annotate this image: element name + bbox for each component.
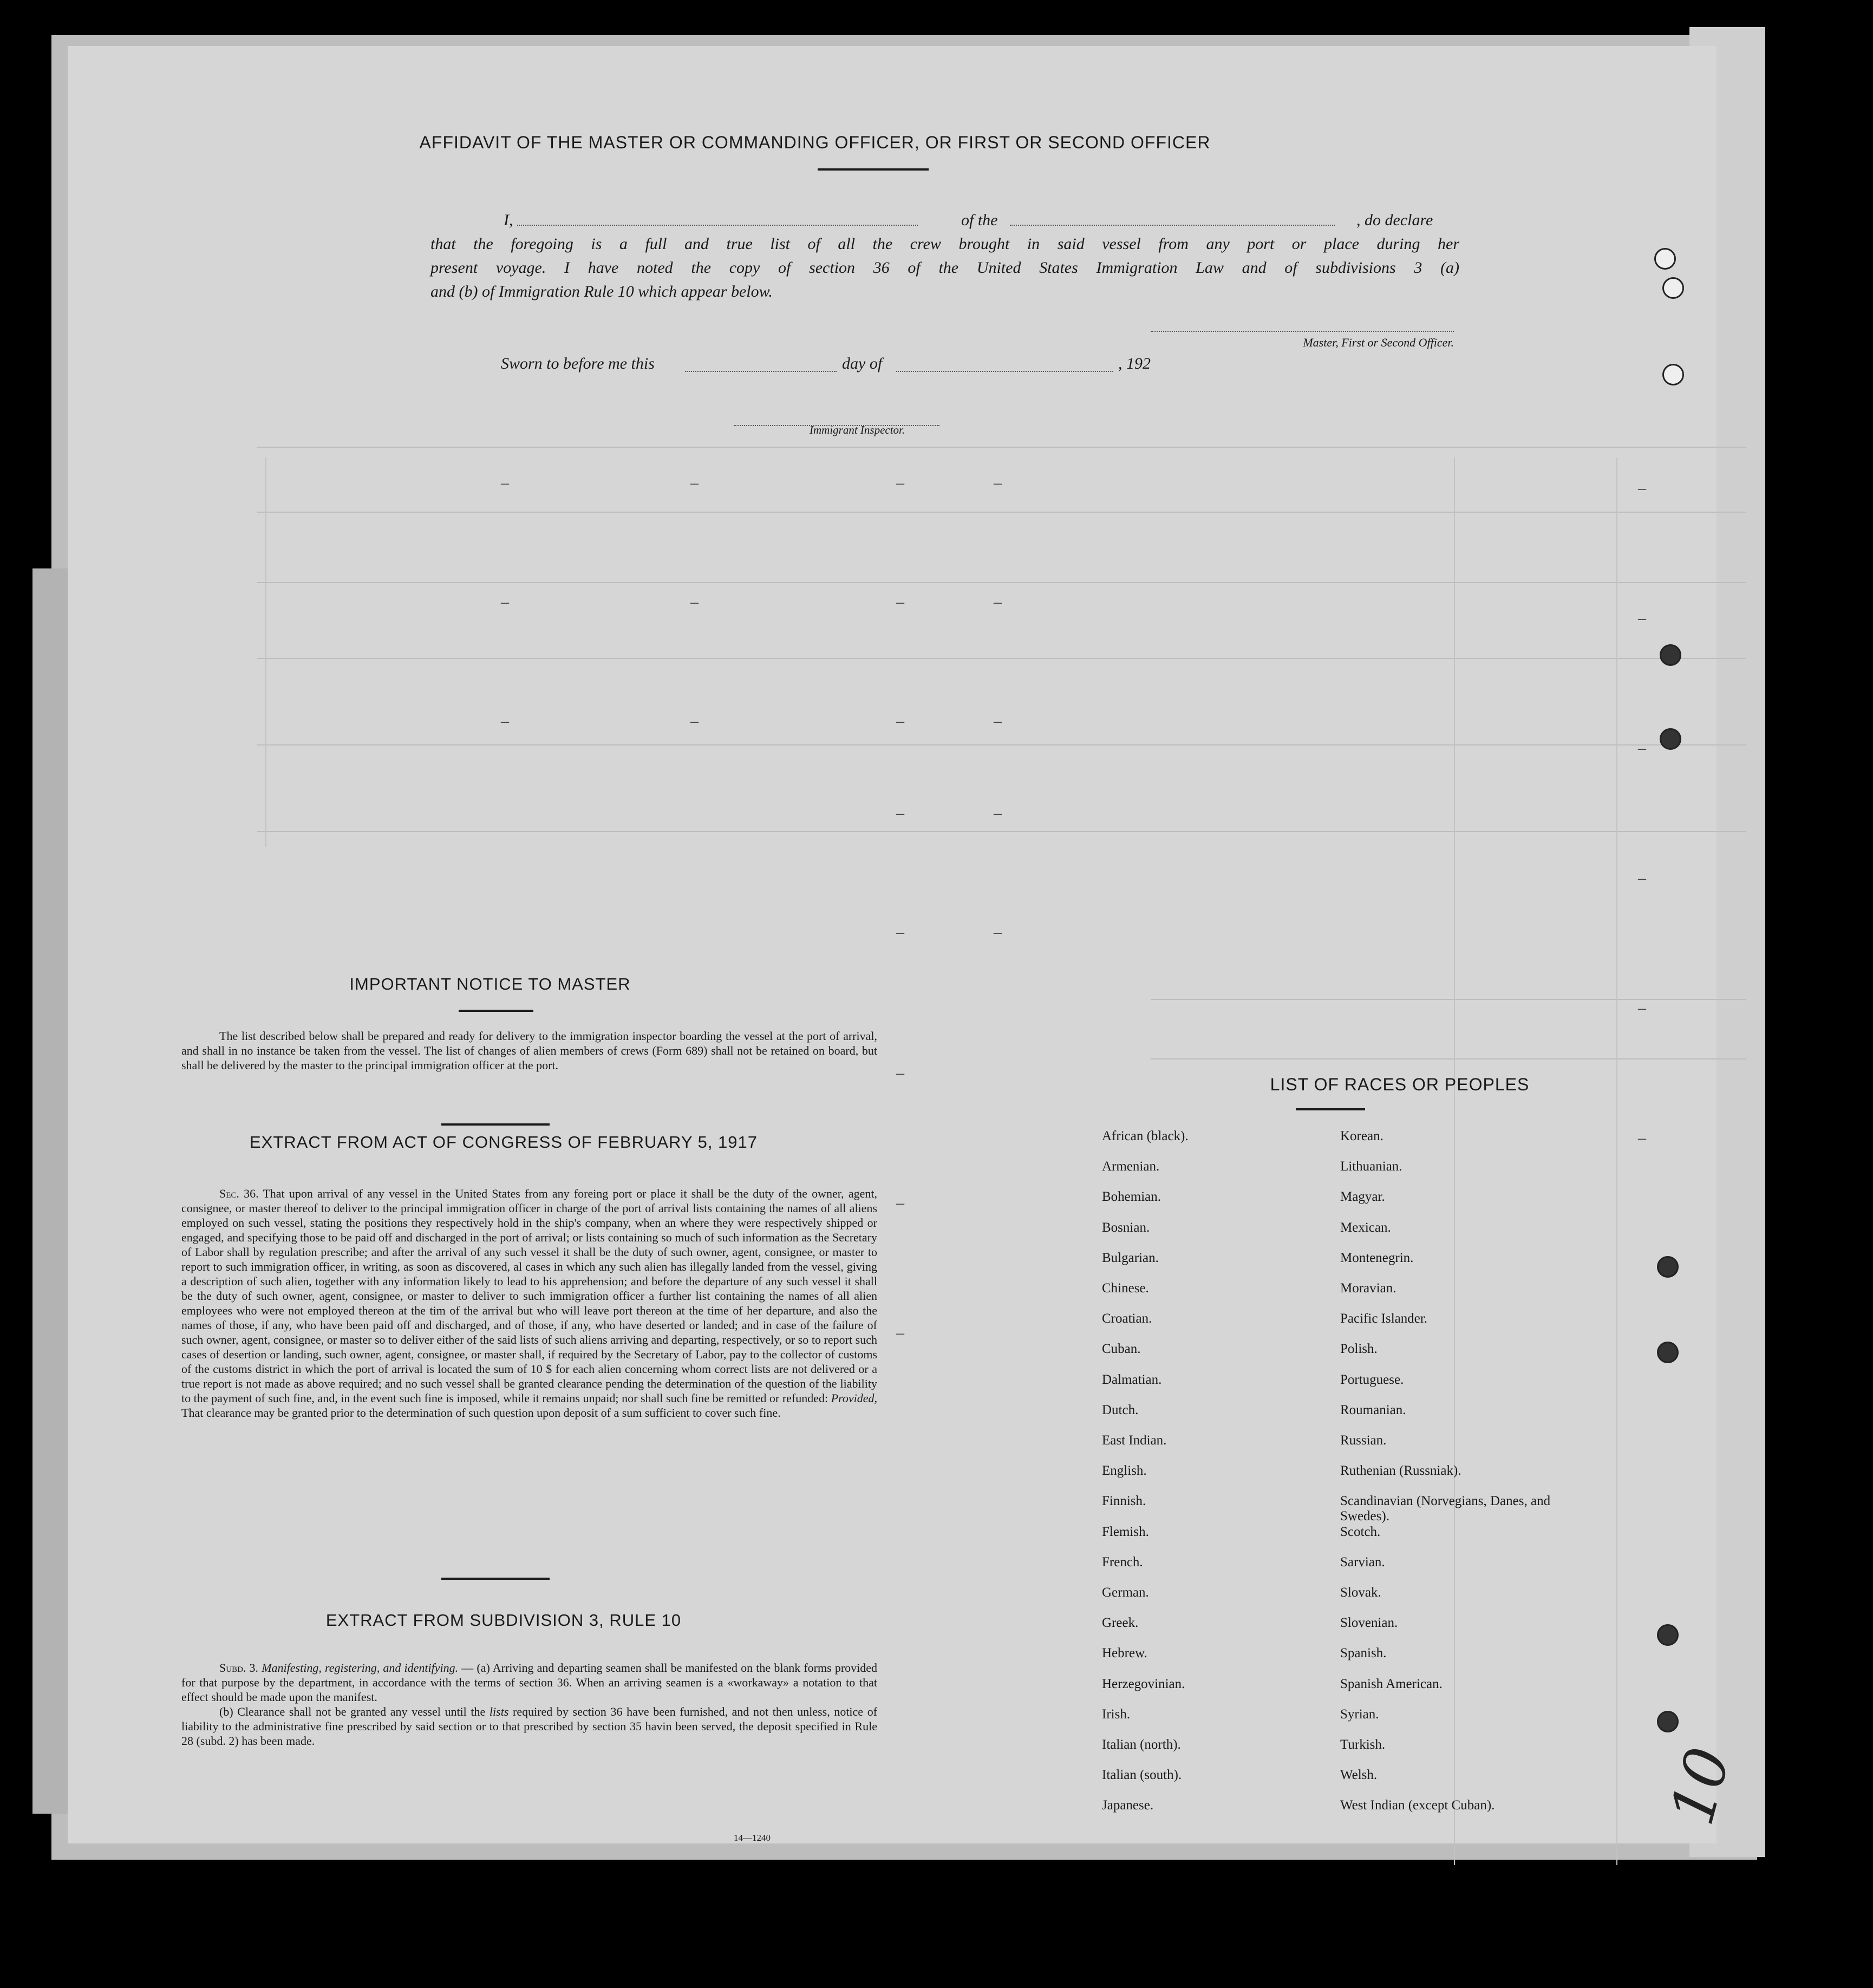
ghost-line — [257, 744, 1746, 746]
race-item: English. — [1102, 1463, 1147, 1479]
race-item: Portuguese. — [1340, 1372, 1404, 1387]
declarant-label: I, — [504, 211, 513, 229]
declare-label: , do declare — [1356, 211, 1433, 229]
vessel-label: of the — [961, 211, 998, 229]
provided-label: Provided, — [831, 1391, 877, 1405]
dash-mark: – — [896, 593, 904, 611]
ghost-line — [1151, 1058, 1746, 1060]
dash-mark: – — [896, 474, 904, 492]
vessel-name-blank[interactable] — [1010, 225, 1335, 226]
notice-text: The list described below shall be prepared and ready for delivery to the immigration inspector boarding the vessel at the port of arrival, and shall in no instance be taken from the vessel. The list of changes of alien members of crews (Form 689) shall not be retained on board, but shall be delivered by the master to the principal immigration officer at the port. — [181, 1029, 877, 1072]
dash-mark: – — [1638, 1129, 1646, 1147]
race-item: Pacific Islander. — [1340, 1311, 1428, 1326]
race-item: Finnish. — [1102, 1494, 1146, 1509]
master-caption: Master, First or Second Officer. — [1303, 336, 1454, 349]
race-item: Russian. — [1340, 1433, 1387, 1448]
race-item: Turkish. — [1340, 1737, 1386, 1752]
affidavit-declaration — [430, 208, 1459, 304]
race-item: Cuban. — [1102, 1342, 1141, 1357]
dash-mark: – — [896, 1194, 904, 1212]
dash-mark: – — [690, 712, 699, 730]
binding-hole — [1657, 1256, 1679, 1278]
section-rule — [1296, 1108, 1365, 1110]
race-item: Sarvian. — [1340, 1554, 1385, 1570]
race-item: Italian (south). — [1102, 1768, 1182, 1783]
section-rule — [441, 1578, 550, 1580]
race-item: Mexican. — [1340, 1220, 1391, 1235]
dash-mark: – — [994, 474, 1002, 492]
year-label: , 192 — [1118, 355, 1151, 372]
ghost-line — [257, 447, 1746, 448]
dash-mark: – — [501, 593, 509, 611]
rule-title: EXTRACT FROM SUBDIVISION 3, RULE 10 — [325, 1611, 682, 1630]
race-item: Bosnian. — [1102, 1220, 1150, 1235]
ghost-line — [257, 582, 1746, 583]
ghost-column — [1616, 457, 1617, 1865]
sworn-label: Sworn to before me this — [501, 355, 655, 372]
dash-mark: – — [1638, 609, 1646, 627]
race-item: Bulgarian. — [1102, 1250, 1159, 1265]
act-text — [181, 1186, 877, 1420]
binding-hole — [1657, 1624, 1679, 1646]
binding-hole — [1657, 1711, 1679, 1732]
race-item: Bohemian. — [1102, 1189, 1161, 1205]
section-rule — [459, 1010, 533, 1012]
race-item: Montenegrin. — [1340, 1250, 1414, 1265]
dash-mark: – — [690, 593, 699, 611]
affidavit-title: AFFIDAVIT OF THE MASTER OR COMMANDING OFFICER, OR FIRST OR SECOND OFFICER — [419, 133, 1211, 152]
binding-hole — [1654, 248, 1676, 270]
sworn-line — [430, 355, 1243, 378]
subd-b-text: required by section 36 have been furnished, and not then unless, notice of liability to the administrative fine prescribed by said section or to that prescribed by section 35 havin been served, the deposit specified in Rule 28 (subd. 2) has been made. — [181, 1705, 878, 1748]
dash-mark: – — [994, 923, 1002, 941]
race-item: German. — [1102, 1585, 1149, 1600]
race-item: Lithuanian. — [1340, 1159, 1402, 1174]
race-item: Ruthenian (Russniak). — [1340, 1463, 1461, 1479]
race-item: Greek. — [1102, 1616, 1139, 1631]
race-item: Dalmatian. — [1102, 1372, 1162, 1387]
race-item: Roumanian. — [1340, 1402, 1406, 1417]
race-item: Korean. — [1340, 1129, 1383, 1143]
dash-mark: – — [896, 1064, 904, 1082]
dash-mark: – — [1638, 739, 1646, 757]
act-section-36: 36. That upon arrival of any vessel in the United States from any foreing port or place it shall be the duty of the owner, agent, consignee, or master thereof to deliver to the principal immigration officer in charge of the port of arrival lists containing the names of all aliens employed on such vessel, stating the positions they respectively hold in the ship's company, when an where they were respectively shipped or engaged, and specifying those to be paid off and discharged in the port of arrival; or lists containing so much of such information as the Secretary of Labor shall by regulation prescribe; and after the arrival of any such vessel it shall be the duty of such owner, agent, consignee, or master to report to such immigration officer, in writing, as soon as discovered, al cases in which any such alien has illegally landed from the vessel, giving a description of such alien, together with any information likely to lead to his apprehension; and before the departure of any such vessel it shall be the duty of such owner, agent, consignee, or master to deliver to such immigration officer a further list containing the names of all alien employees who were not employed thereon at the tim of the arrival but who will leave port thereon at the time of her departure, and also the names of those, if any, who have been paid off and discharged, and of those, if any, who have deserted or landed; and in case of the failure of such owner, agent, consignee, or master so to deliver either of the said lists of such aliens arriving and departing, respectively, or so to report such cases of desertion or landing, such owner, agent, consignee, or master shall, if required by the Secretary of Labor, pay to the collector of customs of the customs district in which the port of arrival is located the sum of 10 $ for each alien concerning whom correct lists are not delivered or a true report is not made as above required; and no such vessel shall be granted clearance pending the determination of the question of the liability to the payment of such fine, and, in the event such fine is imposed, while it remains unpaid; nor shall such fine be remitted or refunded: — [181, 1187, 877, 1405]
race-item: French. — [1102, 1554, 1143, 1570]
sworn-date-blank[interactable] — [685, 371, 837, 372]
race-item: Flemish. — [1102, 1524, 1149, 1539]
binding-hole — [1662, 364, 1684, 385]
act-proviso: That clearance may be granted prior to the determination of such question upon deposit of a sum sufficient to cover such fine. — [181, 1406, 781, 1420]
race-item: Italian (north). — [1102, 1737, 1181, 1752]
races-title: LIST OF RACES OR PEOPLES — [1270, 1075, 1530, 1094]
race-item: African (black). — [1102, 1129, 1189, 1143]
binding-hole — [1660, 644, 1681, 666]
dash-mark: – — [896, 923, 904, 941]
sec-label: Sec. — [219, 1187, 239, 1200]
sworn-month-blank[interactable] — [896, 371, 1113, 372]
binding-hole — [1657, 1342, 1679, 1363]
race-item: Scotch. — [1340, 1524, 1381, 1539]
race-item: Croatian. — [1102, 1311, 1152, 1326]
subd-heading: Manifesting, registering, and identifying. — [262, 1661, 459, 1675]
rule-text — [181, 1660, 877, 1748]
dash-mark: – — [501, 474, 509, 492]
manifest-page — [68, 46, 1717, 1843]
day-of-label: day of — [842, 355, 883, 372]
subd-b-intro: (b) Clearance shall not be granted any vessel until the — [219, 1705, 486, 1718]
notice-title: IMPORTANT NOTICE TO MASTER — [349, 975, 631, 993]
race-item: Polish. — [1340, 1342, 1378, 1357]
subd-label: Subd. 3. — [219, 1661, 259, 1675]
inspector-caption: Immigrant Inspector. — [810, 423, 905, 436]
ghost-line — [257, 658, 1746, 659]
declaration-line: present voyage. I have noted the copy of section 36 of the United States Immigration Law and of subdivisions 3 (a) — [430, 259, 1459, 277]
section-rule — [441, 1123, 550, 1126]
act-title: EXTRACT FROM ACT OF CONGRESS OF FEBRUARY 5, 1917 — [249, 1133, 758, 1152]
lists-word: lists — [489, 1705, 509, 1718]
dash-mark: – — [896, 804, 904, 822]
race-item: Spanish American. — [1340, 1676, 1443, 1691]
race-item: East Indian. — [1102, 1433, 1167, 1448]
race-item: Moravian. — [1340, 1281, 1396, 1296]
declaration-line: and (b) of Immigration Rule 10 which appear below. — [430, 283, 773, 300]
left-sheet-edge — [32, 568, 70, 1814]
rule-paragraph-a — [181, 1660, 877, 1704]
race-item: Slovak. — [1340, 1585, 1381, 1600]
form-number: 14—1240 — [734, 1833, 771, 1843]
ghost-column — [265, 457, 266, 847]
subd-a-text: — (a) Arriving and departing seamen shall be manifested on the blank forms provided for that purpose by the department, in accordance with the terms of section 36. When an arriving seamen is a «workaway» a notation to that effect should be made upon the manifest. — [181, 1661, 878, 1704]
dash-mark: – — [994, 593, 1002, 611]
dash-mark: – — [896, 712, 904, 730]
race-item: Japanese. — [1102, 1798, 1154, 1813]
rule-paragraph-b — [181, 1704, 877, 1748]
ghost-line — [257, 831, 1746, 832]
race-item: Dutch. — [1102, 1402, 1139, 1417]
race-item: Slovenian. — [1340, 1616, 1398, 1631]
race-item: West Indian (except Cuban). — [1340, 1798, 1495, 1813]
title-rule — [818, 168, 929, 171]
declarant-name-blank[interactable] — [517, 225, 918, 226]
race-item: Scandinavian (Norvegians, Danes, and Swedes). — [1340, 1494, 1551, 1524]
race-item: Herzegovinian. — [1102, 1676, 1185, 1691]
binding-hole — [1662, 277, 1684, 299]
master-signature-blank[interactable] — [1151, 331, 1454, 332]
race-item: Armenian. — [1102, 1159, 1160, 1174]
race-item: Spanish. — [1340, 1646, 1387, 1661]
dash-mark: – — [1638, 869, 1646, 887]
dash-mark: – — [1638, 479, 1646, 497]
handwritten-page-number: 10 — [1657, 1740, 1744, 1832]
race-item: Magyar. — [1340, 1189, 1385, 1205]
dash-mark: – — [690, 474, 699, 492]
dash-mark: – — [994, 712, 1002, 730]
dash-mark: – — [896, 1324, 904, 1342]
dash-mark: – — [501, 712, 509, 730]
race-item: Syrian. — [1340, 1706, 1379, 1722]
ghost-line — [257, 512, 1746, 513]
dash-mark: – — [994, 804, 1002, 822]
race-item: Chinese. — [1102, 1281, 1149, 1296]
binding-hole — [1660, 728, 1681, 750]
race-item: Hebrew. — [1102, 1646, 1147, 1661]
ghost-line — [1151, 999, 1746, 1000]
race-item: Welsh. — [1340, 1768, 1378, 1783]
race-item: Irish. — [1102, 1706, 1131, 1722]
declaration-line: that the foregoing is a full and true list of all the crew brought in said vessel from any port or place during her — [430, 235, 1459, 253]
dash-mark: – — [1638, 999, 1646, 1017]
